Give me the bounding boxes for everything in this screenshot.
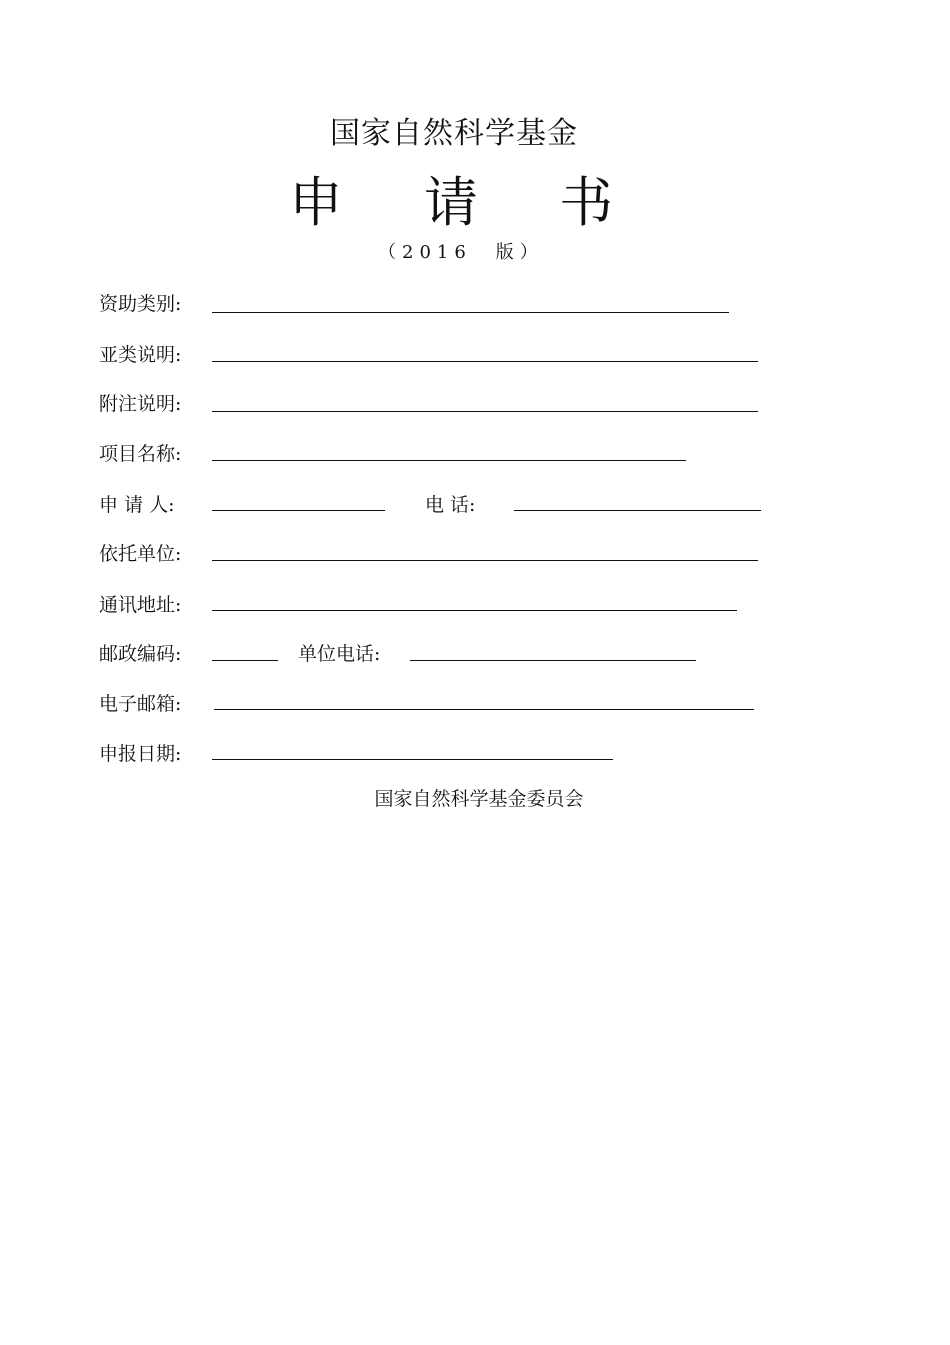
mailing-address-label: 通讯地址: [99,594,182,616]
mailing-address-field[interactable] [212,610,737,611]
phone-label: 电 话: [425,494,476,516]
footer-issuer: 国家自然科学基金委员会 [374,788,584,810]
header-title: 申 请 书 [288,171,646,234]
header-version: （2016 版） [378,242,544,263]
postal-code-field[interactable] [212,660,278,661]
host-institution-field[interactable] [212,560,758,561]
institution-phone-label: 单位电话: [298,643,381,665]
applicant-label: 申 请 人: [99,494,175,516]
application-date-label: 申报日期: [99,743,182,765]
institution-phone-field[interactable] [410,660,696,661]
additional-note-label: 附注说明: [99,393,182,415]
funding-category-label: 资助类别: [99,293,182,315]
email-label: 电子邮箱: [99,693,182,715]
funding-category-field[interactable] [212,312,729,313]
postal-code-label: 邮政编码: [99,643,182,665]
header-org: 国家自然科学基金 [330,116,578,151]
host-institution-label: 依托单位: [99,543,182,565]
project-name-field[interactable] [212,460,686,461]
application-date-field[interactable] [212,759,613,760]
project-name-label: 项目名称: [99,443,182,465]
phone-field[interactable] [514,510,761,511]
applicant-field[interactable] [212,510,385,511]
additional-note-field[interactable] [212,411,758,412]
email-field[interactable] [214,709,754,710]
subcategory-note-field[interactable] [212,361,758,362]
subcategory-note-label: 亚类说明: [99,344,182,366]
